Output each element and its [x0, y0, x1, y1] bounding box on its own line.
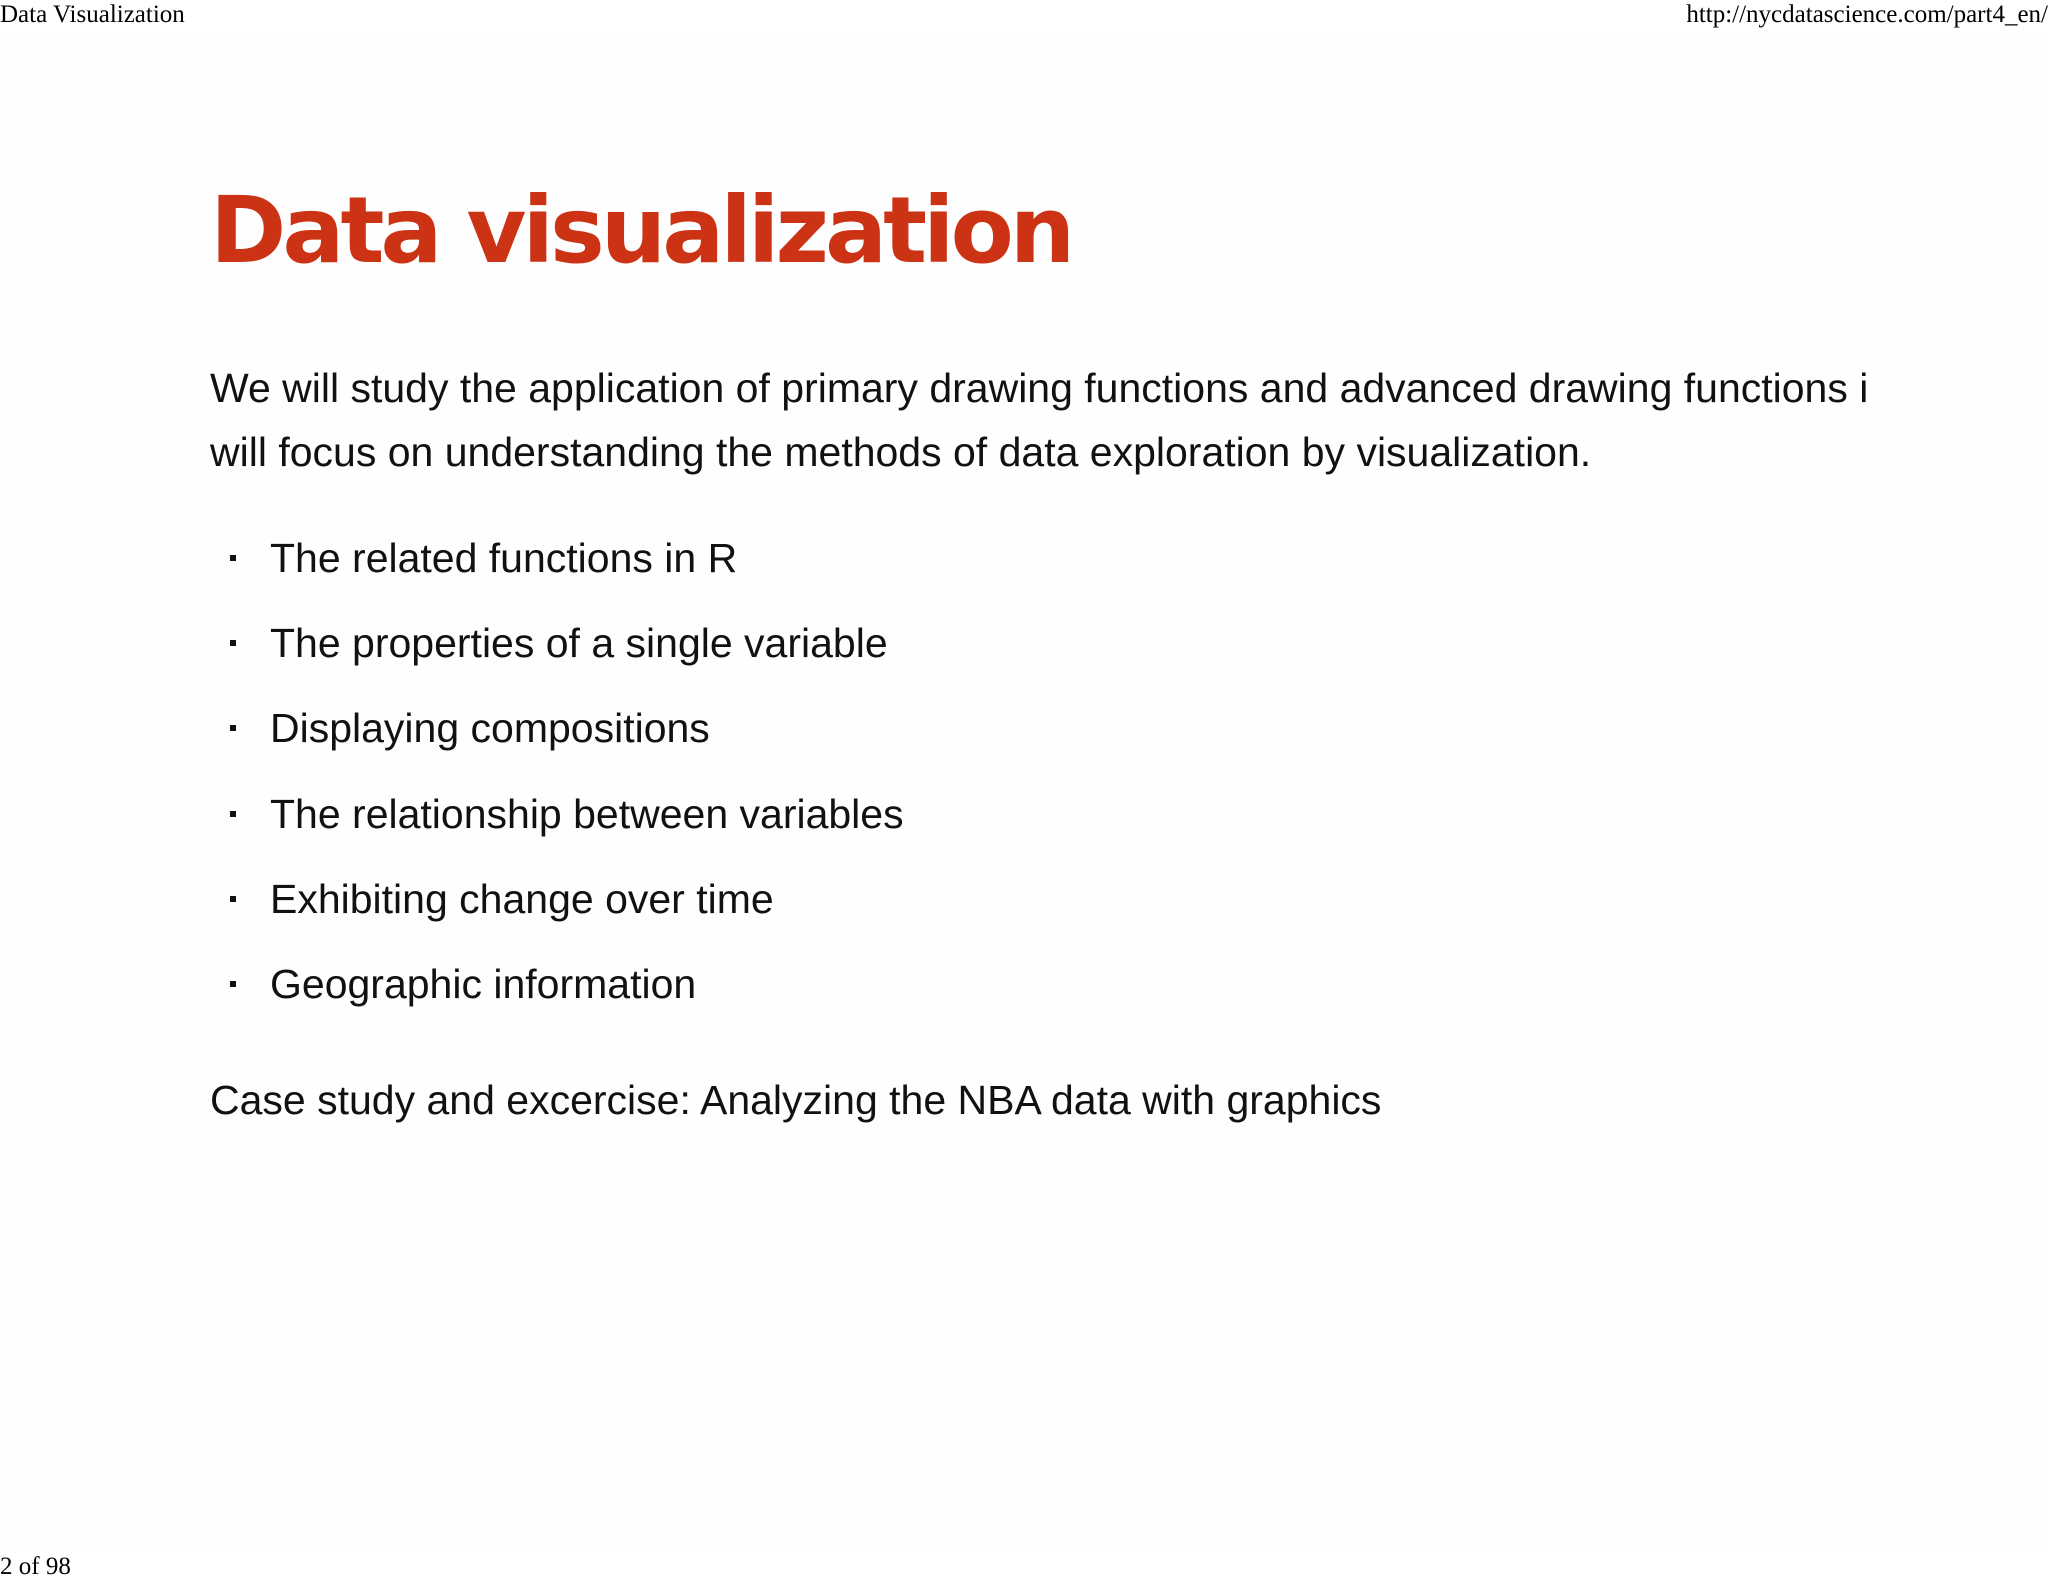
topic-label: The related functions in R: [270, 535, 738, 581]
print-header-title: Data Visualization: [0, 1, 185, 28]
topic-label: The properties of a single variable: [270, 620, 888, 667]
bullet-icon: [230, 896, 236, 902]
topic-label: Exhibiting change over time: [270, 875, 774, 922]
print-header-url: http://nycdatascience.com/part4_en/: [1686, 1, 2048, 28]
topic-label: Displaying compositions: [270, 705, 710, 752]
topic-label: The relationship between variables: [270, 790, 904, 837]
bullet-icon: [230, 725, 236, 731]
topic-label: Geographic information: [270, 960, 697, 1007]
slide: [0, 36, 2048, 1546]
intro-line: will focus on understanding the methods of data exploration by visualization.: [210, 429, 1592, 475]
intro-paragraph: [210, 356, 2048, 484]
bullet-icon: [230, 981, 236, 987]
bullet-icon: [230, 811, 236, 817]
case-study-text: Case study and excercise: Analyzing the NBA data with graphics: [210, 1077, 1382, 1123]
bullet-icon: [230, 555, 236, 561]
bullet-icon: [230, 640, 236, 646]
slide-title: Data visualization: [210, 177, 1072, 284]
page-counter: 2 of 98: [0, 1553, 71, 1580]
intro-line: We will study the application of primary drawing functions and advanced drawing functions i: [210, 365, 1869, 411]
